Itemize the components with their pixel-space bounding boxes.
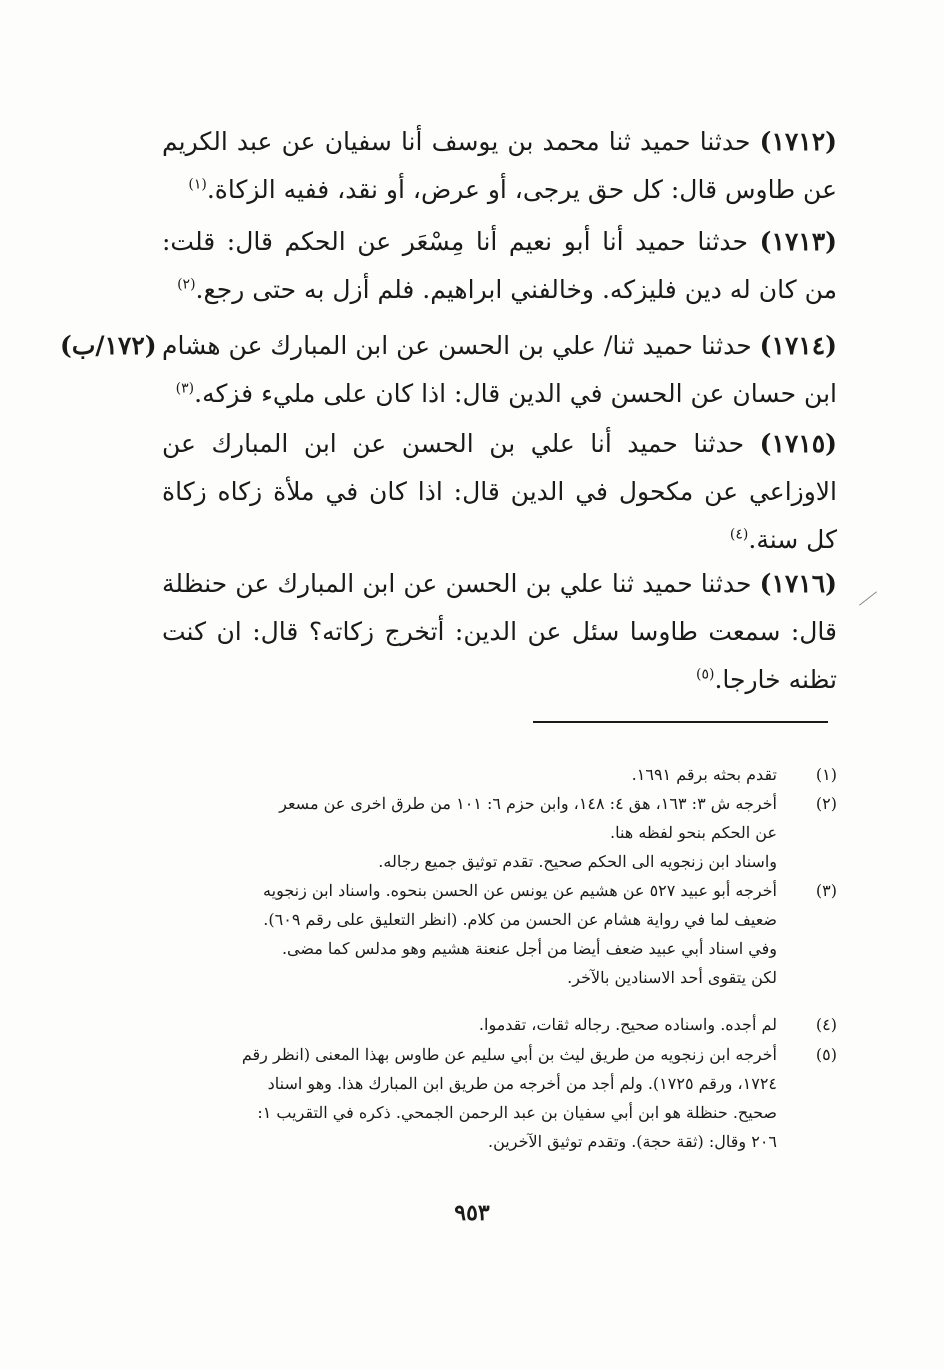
footnote-2 <box>162 789 837 876</box>
footnote-text <box>162 876 777 992</box>
footnote-text <box>162 1040 777 1156</box>
footnote-marker[interactable]: (٣) <box>175 380 195 397</box>
footnote-text <box>162 1010 777 1039</box>
footnote-number: (٤) <box>815 1015 837 1034</box>
hadith-number: (١٧١٤) <box>759 331 837 360</box>
hadith-text: حدثنا حميد أنا علي بن الحسن عن ابن المبارك عن الاوزاعي عن مكحول في الدين قال: اذا كان في ملأة زكاه زكاة كل سنة. <box>162 429 837 554</box>
footnote-number: (٢) <box>815 794 837 813</box>
hadith-text: حدثنا حميد أنا أبو نعيم أنا مِسْعَر عن الحكم قال: قلت: من كان له دين فليزكه. وخالفني ابراهيم. فلم أزل به حتى رجع. <box>162 227 837 304</box>
footnote-marker[interactable]: (١) <box>188 176 207 193</box>
footnote-line: أخرجه أبو عبيد ٥٢٧ عن هشيم عن يونس عن الحسن بنحوه. واسناد ابن زنجويه <box>263 881 777 900</box>
footnote-text <box>162 789 777 876</box>
footnote-line: صحيح. حنظلة هو ابن أبي سفيان بن عبد الرحمن الجمحي. ذكره في التقريب ١: <box>257 1103 777 1122</box>
footnote-line: أخرجه ابن زنجويه من طريق ليث بن أبي سليم عن طاوس بهذا المعنى (انظر رقم <box>241 1045 777 1064</box>
footnote-marker[interactable]: (٤) <box>729 526 749 543</box>
footnote-separator <box>533 721 828 723</box>
footnote-3 <box>162 876 837 992</box>
footnote-line: ١٧٢٤، ورقم ١٧٢٥). ولم أجد من أخرجه من طريق ابن المبارك هذا. وهو اسناد <box>267 1074 777 1093</box>
hadith-number: (١٧١٣) <box>759 227 837 256</box>
hadith-text: حدثنا حميد ثنا علي بن الحسن عن ابن المبارك عن حنظلة قال: سمعت طاوسا سئل عن الدين: أتخرج زكاته؟ قال: ان كنت تظنه خارجا. <box>162 569 837 694</box>
footnote-1 <box>162 760 837 789</box>
hadith-1713 <box>162 218 837 314</box>
footnote-5 <box>162 1040 837 1156</box>
footnote-line: واسناد ابن زنجويه الى الحكم صحيح. تقدم توثيق جميع رجاله. <box>378 852 777 871</box>
hadith-number: (١٧١٥) <box>759 429 837 458</box>
hadith-number: (١٧١٦) <box>759 569 837 598</box>
hadith-1714 <box>162 322 837 418</box>
hadith-1715 <box>162 420 837 564</box>
footnote-number: (٣) <box>815 881 837 900</box>
margin-pen-mark <box>859 591 877 605</box>
footnote-line: تقدم بحثه برقم ١٦٩١. <box>631 765 777 784</box>
footnote-line: لم أجده. واسناده صحيح. رجاله ثقات، تقدموا. <box>478 1015 777 1034</box>
footnote-4 <box>162 1010 837 1039</box>
footnote-number: (٥) <box>815 1045 837 1064</box>
manuscript-folio-note: (١٧٢/ب) <box>60 331 157 360</box>
footnote-line: ضعيف لما في رواية هشام عن الحسن من كلام. (انظر التعليق على رقم ٦٠٩). <box>263 910 777 929</box>
footnote-number: (١) <box>815 765 837 784</box>
footnote-line: عن الحكم بنحو لفظه هنا. <box>610 823 777 842</box>
hadith-number: (١٧١٢) <box>759 127 837 156</box>
footnote-text <box>162 760 777 789</box>
footnote-line: وفي اسناد أبي عبيد ضعف أيضا من أجل عنعنة هشيم وهو مدلس كما مضى. <box>281 939 777 958</box>
hadith-1716 <box>162 560 837 704</box>
page-number: ٩٥٣ <box>454 1200 490 1226</box>
footnote-line: لكن يتقوى أحد الاسنادين بالآخر. <box>567 968 777 987</box>
hadith-text: حدثنا حميد ثنا محمد بن يوسف أنا سفيان عن عبد الكريم عن طاوس قال: كل حق يرجى، أو عرض، أو نقد، ففيه الزكاة. <box>162 127 837 204</box>
footnote-line: أخرجه ش ٣: ١٦٣، هق ٤: ١٤٨، وابن حزم ٦: ١٠١ من طرق اخرى عن مسعر <box>279 794 777 813</box>
hadith-1712 <box>162 118 837 214</box>
hadith-text: حدثنا حميد ثنا/ علي بن الحسن عن ابن المبارك عن هشام ابن حسان عن الحسن في الدين قال: اذا كان على مليء فزكه. <box>162 331 837 408</box>
footnote-marker[interactable]: (٢) <box>177 276 196 293</box>
footnote-line: ٢٠٦ وقال: (ثقة حجة). وتقدم توثيق الآخرين. <box>488 1132 777 1151</box>
footnote-marker[interactable]: (٥) <box>696 666 715 683</box>
